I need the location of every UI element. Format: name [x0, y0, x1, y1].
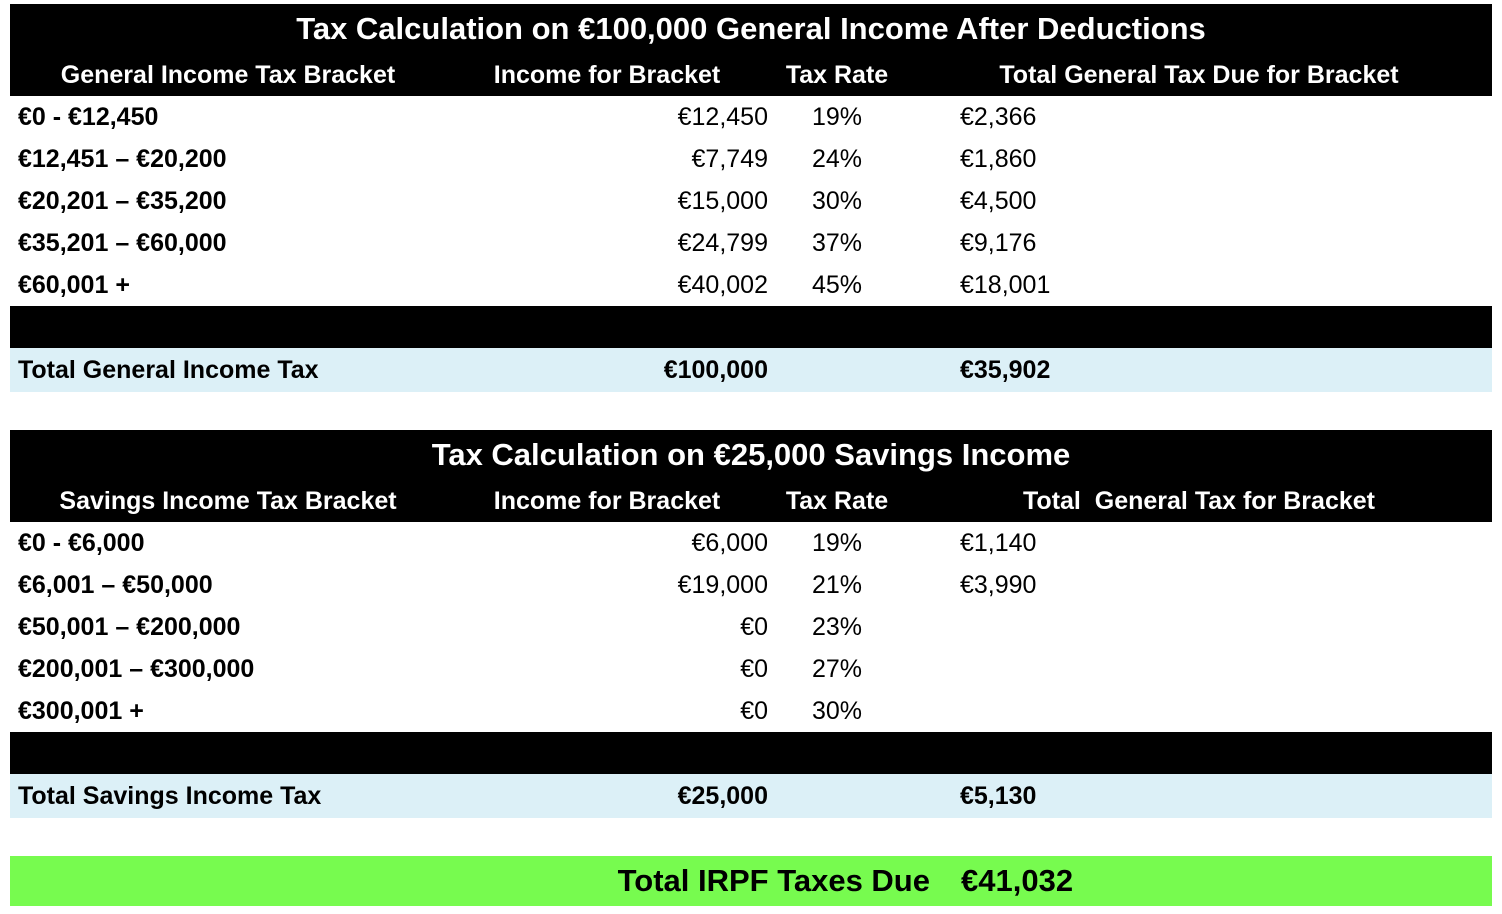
tax-cell [906, 690, 1492, 732]
total-rate-empty [768, 774, 906, 818]
bracket-cell: €200,001 – €300,000 [18, 655, 255, 683]
rate-cell: 24% [811, 145, 863, 173]
bracket-cell: €50,001 – €200,000 [18, 613, 241, 641]
income-cell: €6,000 [691, 529, 768, 557]
rate-cell: 30% [811, 187, 863, 215]
savings-table-title: Tax Calculation on €25,000 Savings Income [10, 430, 1492, 480]
rate-cell: 27% [811, 655, 863, 683]
bracket-cell: €12,451 – €20,200 [18, 145, 227, 173]
rate-cell: 19% [811, 529, 863, 557]
income-cell: €12,450 [677, 103, 768, 131]
rate-cell: 45% [811, 271, 863, 299]
separator-bar [10, 732, 1492, 774]
rate-cell: 30% [811, 697, 863, 725]
table-row [10, 222, 1492, 264]
bracket-cell: €300,001 + [18, 697, 144, 725]
income-cell: €0 [740, 655, 768, 683]
total-label: Total Savings Income Tax [18, 782, 322, 810]
grand-total-label: Total IRPF Taxes Due [617, 863, 930, 898]
income-cell: €0 [740, 697, 768, 725]
table-row [10, 690, 1492, 732]
tax-cell: €3,990 [960, 571, 1037, 599]
header-income: Income for Bracket [493, 487, 721, 515]
header-tax: Total General Tax for Bracket [1023, 487, 1375, 515]
savings-table-header [10, 480, 1492, 522]
general-table-header [10, 54, 1492, 96]
total-rate-empty [768, 348, 906, 392]
grand-total-bar [10, 856, 1492, 906]
table-row [10, 522, 1492, 564]
bracket-cell: €35,201 – €60,000 [18, 229, 227, 257]
savings-income-table [10, 430, 1492, 818]
table-row [10, 648, 1492, 690]
total-income: €100,000 [663, 356, 768, 384]
total-tax: €35,902 [960, 356, 1051, 384]
bracket-cell: €20,201 – €35,200 [18, 187, 227, 215]
rate-cell: 37% [811, 229, 863, 257]
total-label: Total General Income Tax [18, 356, 319, 384]
table-row [10, 564, 1492, 606]
table-row [10, 180, 1492, 222]
header-rate: Tax Rate [785, 487, 889, 515]
tax-cell: €1,140 [960, 529, 1037, 557]
tax-cell: €1,860 [960, 145, 1037, 173]
income-cell: €15,000 [677, 187, 768, 215]
header-income: Income for Bracket [493, 61, 721, 89]
total-income: €25,000 [677, 782, 768, 810]
header-rate: Tax Rate [785, 61, 889, 89]
income-cell: €7,749 [691, 145, 768, 173]
income-cell: €0 [740, 613, 768, 641]
header-bracket: General Income Tax Bracket [60, 61, 396, 89]
tax-cell [906, 648, 1492, 690]
bracket-cell: €60,001 + [18, 271, 130, 299]
header-bracket: Savings Income Tax Bracket [59, 487, 397, 515]
general-total-row [10, 348, 1492, 392]
bracket-cell: €0 - €12,450 [18, 103, 159, 131]
income-cell: €19,000 [677, 571, 768, 599]
tax-cell: €18,001 [960, 271, 1051, 299]
rate-cell: 23% [811, 613, 863, 641]
tax-cell: €4,500 [960, 187, 1037, 215]
general-table-title: Tax Calculation on €100,000 General Income After Deductions [10, 4, 1492, 54]
bracket-cell: €6,001 – €50,000 [18, 571, 213, 599]
tax-cell: €9,176 [960, 229, 1037, 257]
total-tax: €5,130 [960, 782, 1037, 810]
table-row [10, 138, 1492, 180]
general-income-table [10, 4, 1492, 392]
income-cell: €40,002 [677, 271, 768, 299]
table-row [10, 606, 1492, 648]
savings-total-row [10, 774, 1492, 818]
header-tax: Total General Tax Due for Bracket [999, 61, 1399, 89]
tax-cell: €2,366 [960, 103, 1037, 131]
bracket-cell: €0 - €6,000 [18, 529, 145, 557]
rate-cell: 21% [811, 571, 863, 599]
income-cell: €24,799 [677, 229, 768, 257]
tax-cell [906, 606, 1492, 648]
table-row [10, 96, 1492, 138]
rate-cell: 19% [811, 103, 863, 131]
separator-bar [10, 306, 1492, 348]
grand-total-value: €41,032 [961, 863, 1074, 898]
table-row [10, 264, 1492, 306]
